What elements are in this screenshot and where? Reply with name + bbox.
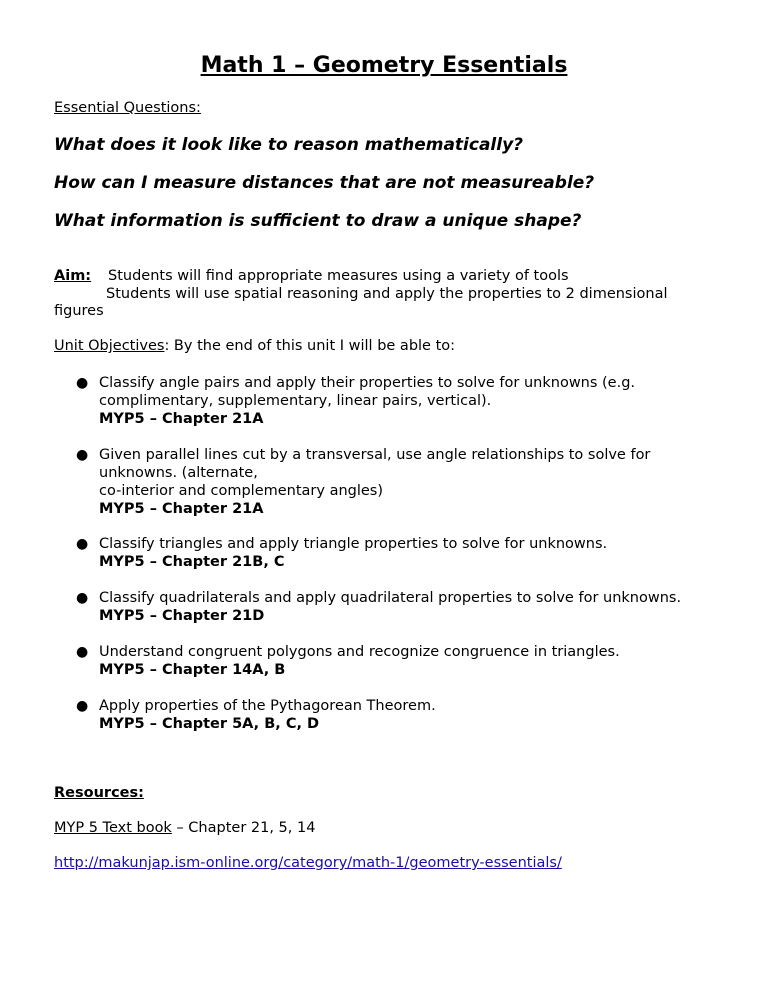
textbook-chapters: – Chapter 21, 5, 14 [171, 820, 316, 836]
aim-line-3: figures [54, 303, 104, 319]
objective-text-line: unknowns. (alternate, [99, 465, 258, 481]
essential-question-2: How can I measure distances that are not measureable? [54, 173, 595, 193]
objective-text-line: Understand congruent polygons and recognize congruence in triangles. [99, 644, 620, 660]
objective-text-line: Classify angle pairs and apply their properties to solve for unknowns (e.g. [99, 375, 636, 391]
aim-line-2: Students will use spatial reasoning and apply the properties to 2 dimensional [106, 286, 668, 302]
bullet-icon: ● [76, 447, 89, 463]
objective-item-1 [99, 374, 739, 428]
objective-item-2 [99, 446, 739, 518]
objective-text-line: complimentary, supplementary, linear pairs, vertical). [99, 393, 492, 409]
bullet-icon: ● [76, 536, 89, 552]
objective-reference: MYP5 – Chapter 21A [99, 501, 264, 517]
objective-item-3 [99, 535, 739, 571]
aim-label: Aim: [54, 268, 92, 284]
bullet-icon: ● [76, 644, 89, 660]
objective-reference: MYP5 – Chapter 21D [99, 608, 265, 624]
objective-item-5 [99, 643, 739, 679]
objective-reference: MYP5 – Chapter 14A, B [99, 662, 286, 678]
objective-reference: MYP5 – Chapter 21A [99, 411, 264, 427]
textbook-line [54, 819, 315, 837]
page-title: Math 1 – Geometry Essentials [200, 53, 568, 78]
essential-question-3: What information is sufficient to draw a unique shape? [54, 211, 582, 231]
objective-text-line: Classify quadrilaterals and apply quadrilateral properties to solve for unknowns. [99, 590, 682, 606]
objective-reference: MYP5 – Chapter 21B, C [99, 554, 285, 570]
resource-link[interactable]: http://makunjap.ism-online.org/category/math-1/geometry-essentials/ [54, 855, 562, 871]
objective-text-line: Apply properties of the Pythagorean Theorem. [99, 698, 436, 714]
bullet-icon: ● [76, 375, 89, 391]
resources-heading: Resources: [54, 785, 144, 801]
bullet-icon: ● [76, 698, 89, 714]
objective-text-line: co-interior and complementary angles) [99, 483, 384, 499]
essential-question-1: What does it look like to reason mathematically? [54, 135, 524, 155]
unit-objectives-label: Unit Objectives [54, 338, 165, 354]
unit-objectives-line [54, 337, 455, 355]
bullet-icon: ● [76, 590, 89, 606]
objective-text-line: Given parallel lines cut by a transversal, use angle relationships to solve for [99, 447, 651, 463]
aim-line-1: Students will find appropriate measures using a variety of tools [108, 268, 569, 284]
objective-reference: MYP5 – Chapter 5A, B, C, D [99, 716, 320, 732]
essential-questions-heading: Essential Questions: [54, 100, 201, 116]
unit-objectives-intro: : By the end of this unit I will be able to: [164, 338, 456, 354]
objective-item-4 [99, 589, 739, 625]
textbook-label: MYP 5 Text book [54, 820, 172, 836]
objective-text-line: Classify triangles and apply triangle properties to solve for unknowns. [99, 536, 608, 552]
objective-item-6 [99, 697, 739, 733]
